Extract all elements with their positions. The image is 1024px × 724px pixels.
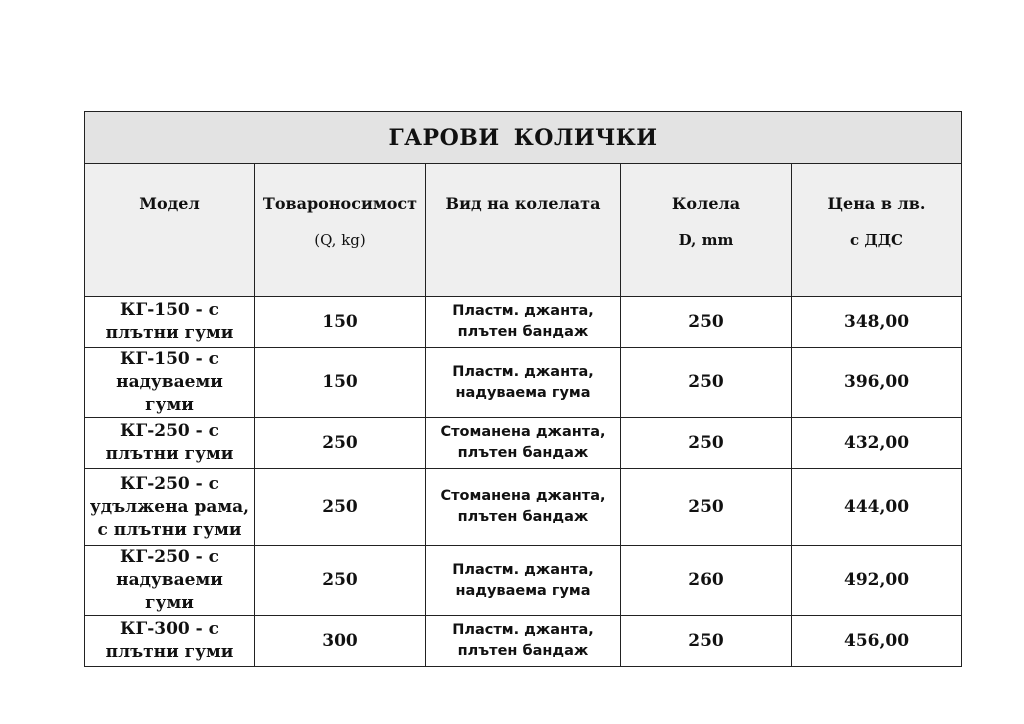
cell-model: КГ-300 - с плътни гуми — [85, 616, 255, 667]
cell-capacity: 150 — [255, 297, 426, 348]
table-row — [85, 469, 962, 546]
cell-price: 396,00 — [792, 348, 962, 418]
table-row — [85, 297, 962, 348]
header-row — [85, 164, 962, 297]
header-capacity — [255, 164, 426, 297]
table-row — [85, 418, 962, 469]
cell-wheel-diameter: 250 — [621, 616, 792, 667]
title-row — [85, 112, 962, 164]
header-price — [792, 164, 962, 297]
cell-capacity: 250 — [255, 418, 426, 469]
cell-wheel-diameter: 250 — [621, 469, 792, 546]
cell-price: 456,00 — [792, 616, 962, 667]
cell-price: 432,00 — [792, 418, 962, 469]
cell-wheel-diameter: 250 — [621, 418, 792, 469]
header-label: Модел — [139, 194, 200, 213]
cell-model: КГ-250 - с плътни гуми — [85, 418, 255, 469]
cell-wheel-diameter: 260 — [621, 546, 792, 616]
header-label: Вид на колелата — [445, 194, 601, 213]
cell-price: 492,00 — [792, 546, 962, 616]
header-sublabel: (Q, kg) — [314, 231, 366, 249]
cell-capacity: 300 — [255, 616, 426, 667]
header-sublabel: D, mm — [678, 231, 734, 249]
cell-wheel-diameter: 250 — [621, 297, 792, 348]
cell-model: КГ-150 - с надуваеми гуми — [85, 348, 255, 418]
header-label: Цена в лв. — [827, 194, 926, 213]
cell-wheel-type: Пластм. джанта, плътен бандаж — [426, 297, 621, 348]
header-label: Товароносимост — [262, 194, 418, 213]
cell-capacity: 150 — [255, 348, 426, 418]
cell-price: 348,00 — [792, 297, 962, 348]
cell-model: КГ-150 - с плътни гуми — [85, 297, 255, 348]
header-wheel-type — [426, 164, 621, 297]
cell-wheel-type: Пластм. джанта, надуваема гума — [426, 546, 621, 616]
table-row — [85, 616, 962, 667]
header-model — [85, 164, 255, 297]
cell-model: КГ-250 - с удължена рама, с плътни гуми — [85, 469, 255, 546]
header-sublabel: с ДДС — [850, 231, 903, 249]
table-row — [85, 348, 962, 418]
cell-capacity: 250 — [255, 469, 426, 546]
header-label: Колела — [671, 194, 741, 213]
cell-wheel-diameter: 250 — [621, 348, 792, 418]
table-row — [85, 546, 962, 616]
cell-wheel-type: Стоманена джанта, плътен бандаж — [426, 469, 621, 546]
cell-model: КГ-250 - с надуваеми гуми — [85, 546, 255, 616]
cell-wheel-type: Пластм. джанта, надуваема гума — [426, 348, 621, 418]
header-wheel-diameter — [621, 164, 792, 297]
table-title: ГАРОВИ КОЛИЧКИ — [85, 112, 962, 164]
price-table — [84, 111, 962, 667]
cell-price: 444,00 — [792, 469, 962, 546]
cell-capacity: 250 — [255, 546, 426, 616]
cell-wheel-type: Стоманена джанта, плътен бандаж — [426, 418, 621, 469]
cell-wheel-type: Пластм. джанта, плътен бандаж — [426, 616, 621, 667]
